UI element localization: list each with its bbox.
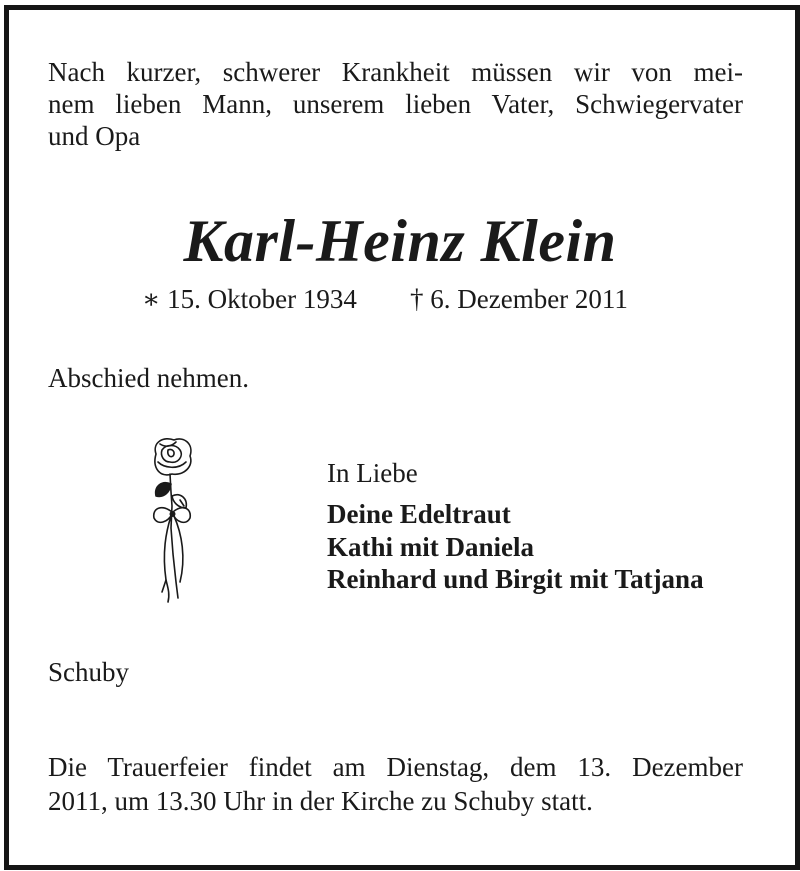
service-line-2: 2011, um 13.30 Uhr in der Kirche zu Schuby statt. [48, 786, 593, 816]
rose-icon [140, 432, 200, 604]
place-text: Schuby [48, 657, 129, 687]
farewell-text: Abschied nehmen. [48, 363, 249, 393]
intro-line-3: und Opa [48, 121, 141, 151]
signoff-text: In Liebe [327, 458, 418, 488]
mourner-3: Reinhard und Birgit mit Tatjana [327, 564, 704, 594]
intro-text [48, 56, 743, 152]
intro-line-2: nem lieben Mann, unserem lieben Vater, Schwiegervater [48, 89, 743, 119]
birth-date: ∗ 15. Oktober 1934 [142, 284, 357, 314]
death-date: † 6. Dezember 2011 [410, 284, 628, 314]
service-text [48, 750, 743, 818]
mourner-2: Kathi mit Daniela [327, 532, 534, 562]
deceased-name: Karl-Heinz Klein [183, 208, 617, 274]
service-line-1: Die Trauerfeier findet am Dienstag, dem 13. Dezember [48, 752, 743, 782]
intro-line-1: Nach kurzer, schwerer Krankheit müssen wir von mei- [48, 57, 743, 87]
mourner-1: Deine Edeltraut [327, 499, 511, 529]
